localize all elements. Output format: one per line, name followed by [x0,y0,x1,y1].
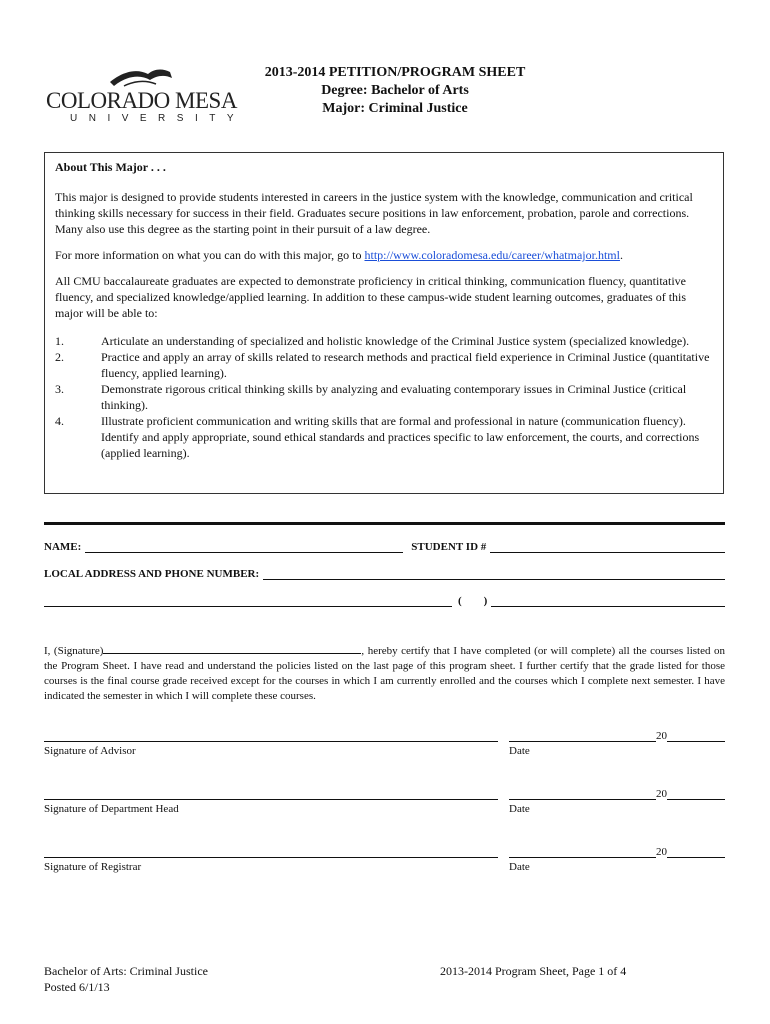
more-info-suffix: . [619,248,623,262]
outcome-text: Illustrate proficient communication and writing skills that are formal and professional in nature (communication fluency). Identify and apply appropriate, sound ethical standards and practices specific to law enforcement, the courts, and corrections (applied learning). [101,414,700,460]
outcome-number: 2. [55,350,64,364]
section-divider [44,522,725,525]
address-line2-field[interactable] [44,594,452,607]
outcome-text: Practice and apply an array of skills related to research methods and practical field experience in Criminal Justice (quantitative fluency, applied learning). [101,350,710,380]
address-row [44,567,725,580]
dept-head-signature-field[interactable] [44,799,498,800]
footer-left [44,963,208,995]
outcomes-intro: All CMU baccalaureate graduates are expected to demonstrate proficiency in critical thinking, communication fluency, quantitative fluency, and specialized knowledge/applied learning. In addition to these campus-wide student learning outcomes, graduates of this major will be able to: [55,274,687,320]
logo-subtext: UNIVERSITY [70,113,246,124]
name-label: NAME: [44,541,82,553]
list-item [55,349,715,381]
registrar-signature-label: Signature of Registrar [44,861,142,873]
degree-line: Degree: Bachelor of Arts [321,83,469,98]
footer-program: Bachelor of Arts: Criminal Justice [44,964,208,978]
year-prefix: 20 [656,846,667,858]
outcome-text: Demonstrate rigorous critical thinking skills by analyzing and evaluating contemporary issues in Criminal Justice (critical thinking). [101,382,687,412]
advisor-date-label: Date [509,745,530,757]
document-header [250,64,540,118]
list-item [55,333,715,349]
registrar-signature-field[interactable] [44,857,498,858]
dept-head-signature-label: Signature of Department Head [44,803,179,815]
advisor-signature-field[interactable] [44,741,498,742]
area-code-close: ) [483,595,488,607]
dept-head-date-field[interactable] [509,788,725,800]
document-title: 2013-2014 PETITION/PROGRAM SHEET [264,65,526,80]
career-link[interactable]: http://www.coloradomesa.edu/career/whatmajor.html [364,248,620,262]
more-info-paragraph [55,247,715,263]
about-major-box [44,152,724,494]
certification-text: , hereby certify that I have completed (or will complete) all the courses listed on the Program Sheet. I have read and understand the policies listed on the last page of this program sheet. I further certify that the grade listed for those courses is the final course grade received except for the courses in which I am currently enrolled and the courses which I complete next semester. I have indicated the semester in which I will complete these courses. [44,645,725,702]
certification-signature-field[interactable] [103,643,361,654]
university-logo [44,64,244,128]
outcome-number: 4. [55,414,64,428]
outcome-number: 3. [55,382,64,396]
advisor-date-field[interactable] [509,730,725,742]
outcome-number: 1. [55,334,64,348]
outcome-text: Articulate an understanding of specialized and holistic knowledge of the Criminal Justice system (specialized knowledge). [101,334,690,348]
more-info-text: For more information on what you can do with this major, go to [55,248,365,262]
registrar-date-field[interactable] [509,846,725,858]
list-item [55,381,715,413]
student-id-label: STUDENT ID # [411,541,487,553]
dept-head-date-label: Date [509,803,530,815]
address-phone-row [44,594,725,607]
list-item [55,413,715,461]
address-field[interactable] [263,567,725,580]
major-line: Major: Criminal Justice [322,101,468,116]
phone-field[interactable] [491,594,725,607]
about-heading: About This Major . . . [55,160,166,174]
name-field[interactable] [85,540,403,553]
outcomes-list [55,333,715,461]
certification-paragraph [44,643,725,704]
name-row [44,540,725,553]
student-id-field[interactable] [490,540,725,553]
address-label: LOCAL ADDRESS AND PHONE NUMBER: [44,568,260,580]
year-prefix: 20 [656,730,667,742]
advisor-signature-label: Signature of Advisor [44,745,136,757]
certification-prefix: I, (Signature) [44,645,104,657]
area-code-open: ( [458,595,462,607]
about-paragraph: This major is designed to provide students interested in careers in the justice system with the knowledge, communication and critical thinking skills necessary for success in their field. Graduates secure positions in law enforcement, probation, parole and corrections. Many also use this degree as the starting point in their pursuit of a law degree. [55,190,693,236]
footer-posted-date: Posted 6/1/13 [44,980,110,994]
footer-page-info: 2013-2014 Program Sheet, Page 1 of 4 [440,964,627,978]
registrar-date-label: Date [509,861,530,873]
logo-wordmark: COLORADO MESA [46,88,237,113]
year-prefix: 20 [656,788,667,800]
